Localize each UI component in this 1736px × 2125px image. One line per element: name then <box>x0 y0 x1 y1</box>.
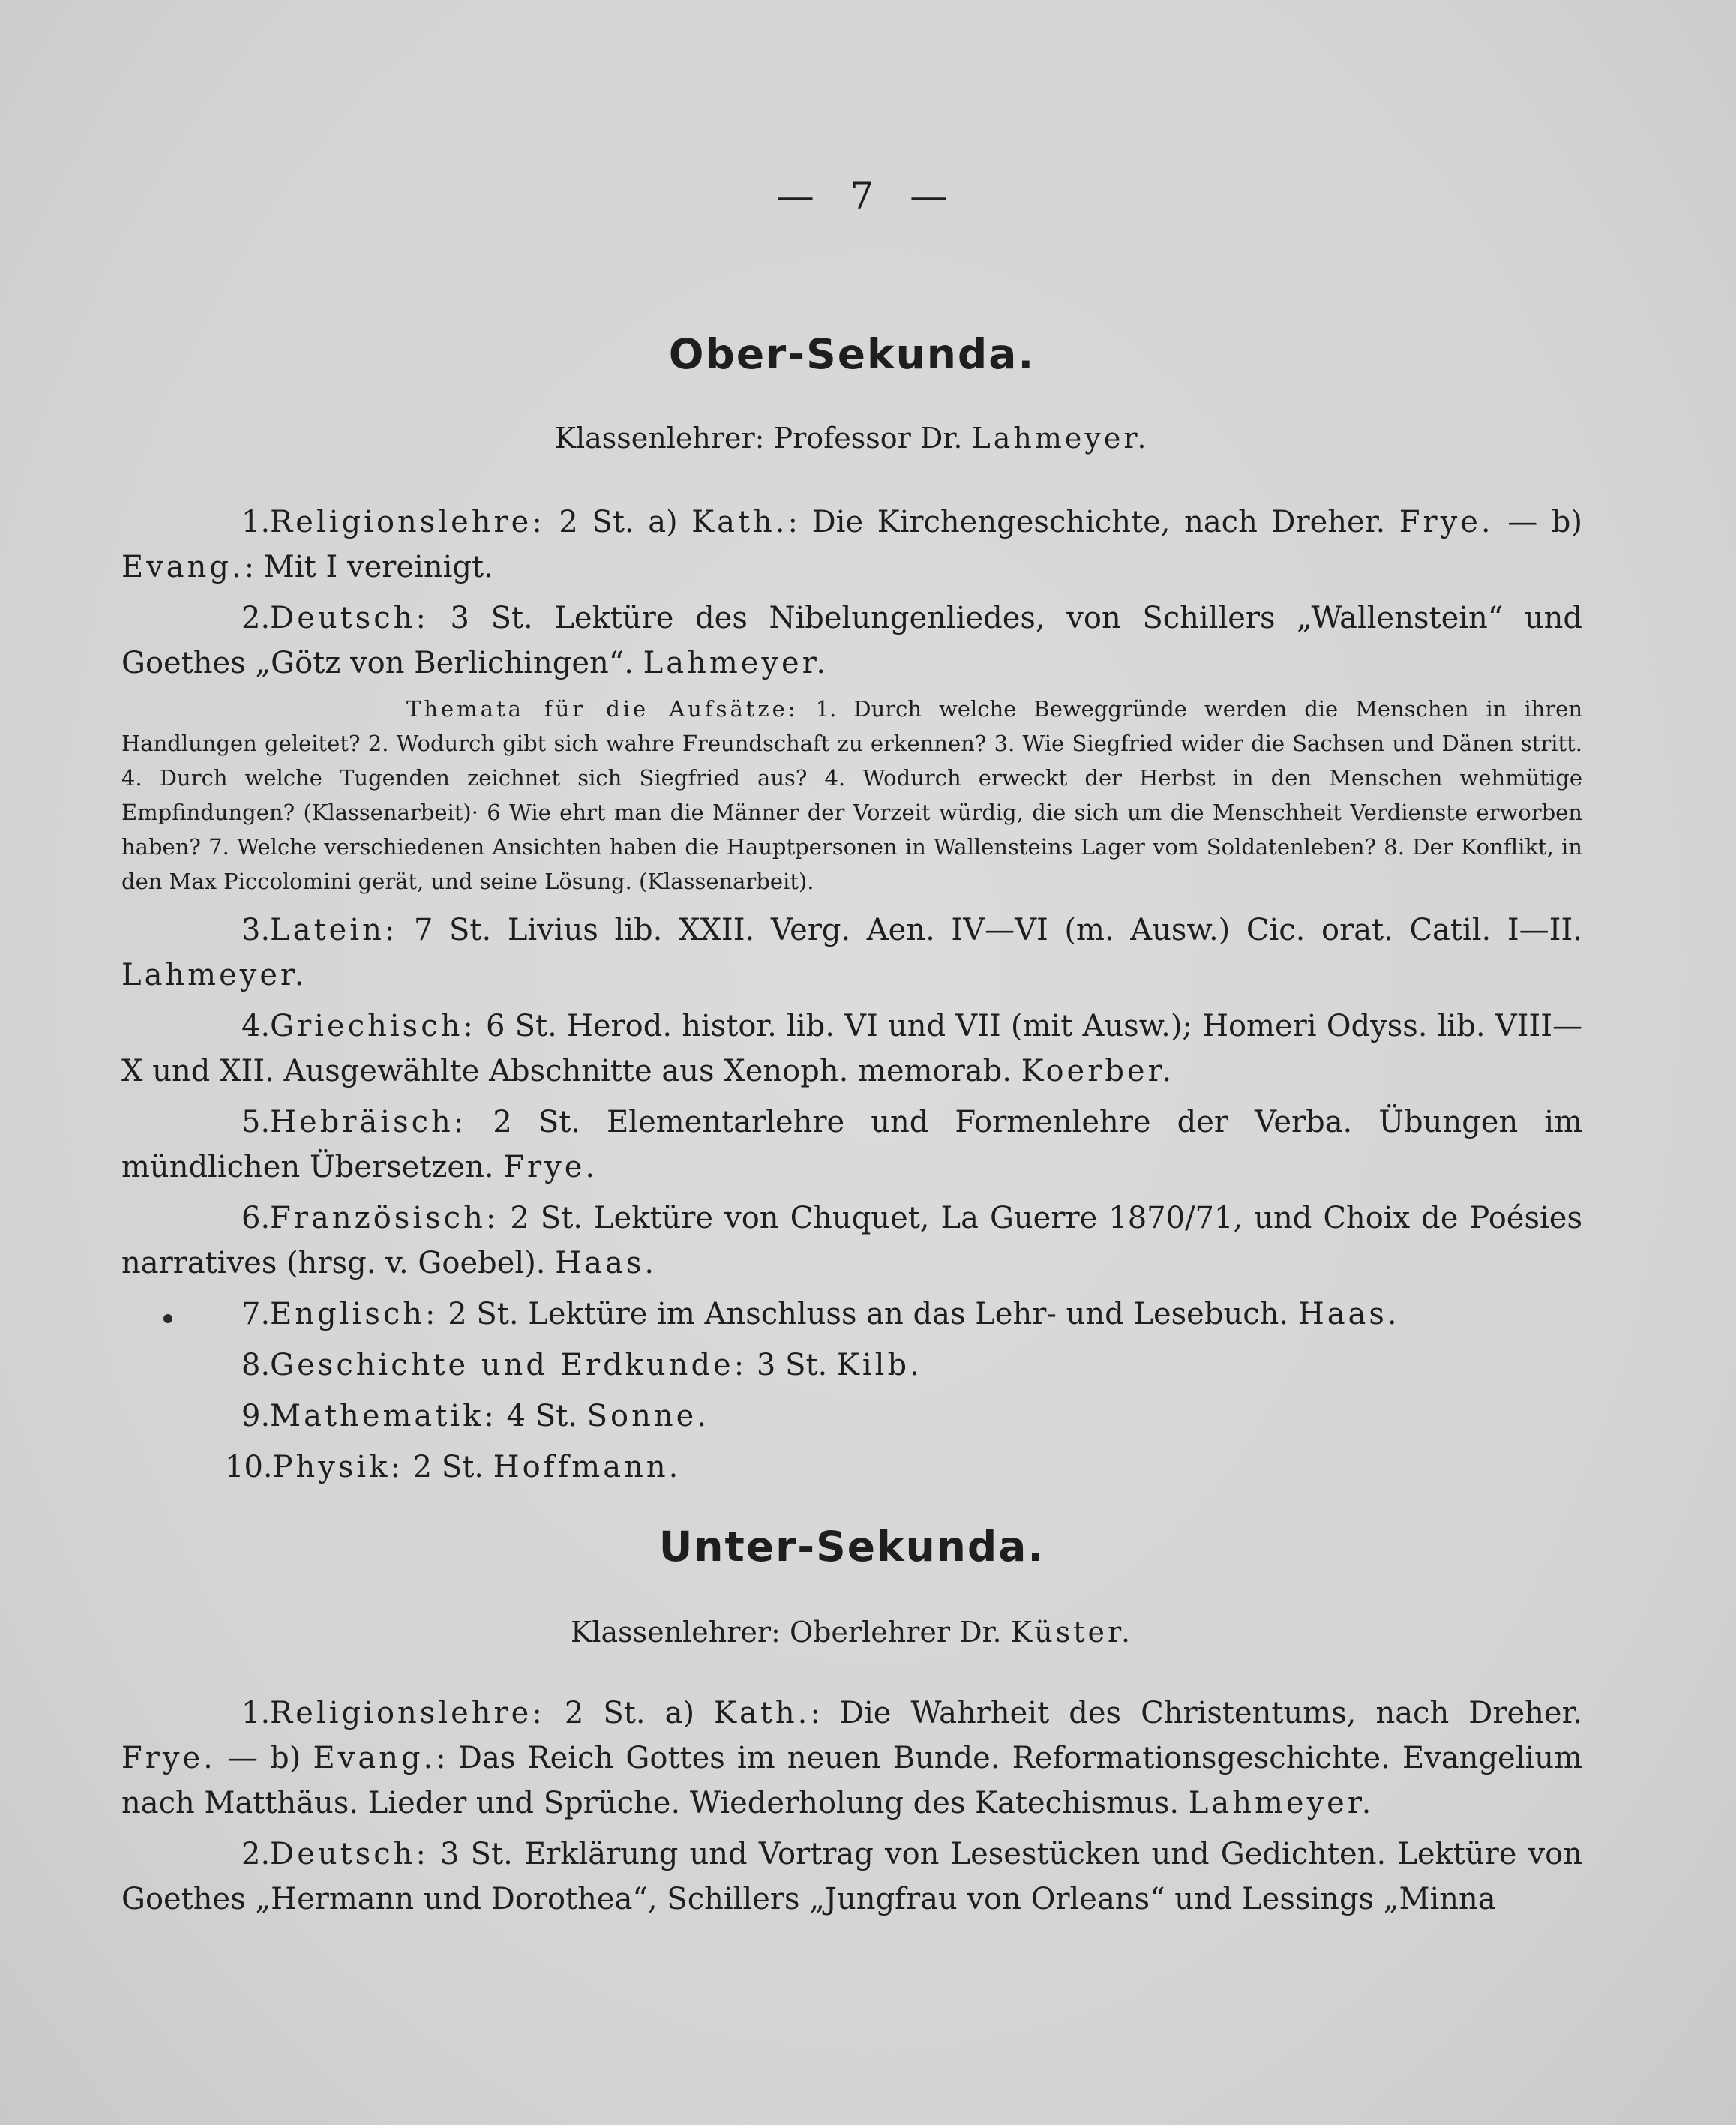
subject-latein: 3.Latein: 7 St. Livius lib. XXII. Verg. Aen. IV—VI (m. Ausw.) Cic. orat. Catil. I—II. Lahmeyer. <box>121 913 1582 992</box>
subject-englisch: 7.Englisch: 2 St. Lektüre im Anschluss an das Lehr- und Lesebuch. Haas. <box>241 1297 1400 1331</box>
subject-religion-unter: 1.Religionslehre: 2 St. a) Kath.: Die Wahrheit des Christentums, nach Dreher. Frye. — b) Evang.: Das Reich Gottes im neuen Bunde. Reformationsgeschichte. Evangelium nach Matthäus. Lieder und Sprüche. Wiederholung des Katechismus. Lahmeyer. <box>121 1696 1583 1820</box>
class-teacher-line: Klassenlehrer: Professor Dr. Lahmeyer. <box>554 422 1150 455</box>
subject-religion: 1.Religionslehre: 2 St. a) Kath.: Die Kirchengeschichte, nach Dreher. Frye. — b) Evang.: Mit I vereinigt. <box>121 505 1583 584</box>
subject-deutsch-unter: 2.Deutsch: 3 St. Erklärung und Vortrag von Lesestücken und Gedichten. Lektüre von Goethes „Hermann und Dorothea“, Schillers „Jungfrau von Orleans“ und Lessings „Minna <box>121 1837 1582 1916</box>
subject-physik: 10.Physik: 2 St. Hoffmann. <box>225 1450 682 1484</box>
unter-sekunda-section <box>121 1523 1582 1928</box>
subject-geschichte-erdkunde: 8.Geschichte und Erdkunde: 3 St. Kilb. <box>241 1348 922 1382</box>
subject-deutsch: 2.Deutsch: 3 St. Lektüre des Nibelungenliedes, von Schillers „Wallenstein“ und Goethes „Götz von Berlichingen“. Lahmeyer. <box>121 601 1582 680</box>
subject-griechisch: 4.Griechisch: 6 St. Herod. histor. lib. VI und VII (mit Ausw.); Homeri Odyss. lib. VIII—X und XII. Ausgewählte Abschnitte aus Xenoph. memorab. Koerber. <box>121 1009 1582 1088</box>
subject-hebraeisch: 5.Hebräisch: 2 St. Elementarlehre und Formenlehre der Verba. Übungen im mündlichen Übersetzen. Frye. <box>121 1105 1582 1184</box>
subject-franzoesisch: 6.Französisch: 2 St. Lektüre von Chuquet, La Guerre 1870/71, und Choix de Poésies narratives (hrsg. v. Goebel). Haas. <box>121 1201 1582 1280</box>
section-title-unter-sekunda: Unter-Sekunda. <box>658 1523 1045 1571</box>
class-teacher-line-unter: Klassenlehrer: Oberlehrer Dr. Küster. <box>570 1616 1134 1649</box>
section-title-ober-sekunda: Ober-Sekunda. <box>668 330 1036 378</box>
ink-speck <box>163 1314 172 1323</box>
essay-topics: Themata für die Aufsätze: 1. Durch welche Beweggründe werden die Menschen in ihren Handlungen geleitet? 2. Wodurch gibt sich wahre Freundschaft zu erkennen? 3. Wie Siegfried wider die Sachsen und Dänen stritt. 4. Durch welche Tugenden zeichnet sich Siegfried aus? 4. Wodurch erweckt der Herbst in den Menschen wehmütige Empfindungen? (Klassenarbeit)· 6 Wie ehrt man die Männer der Vorzeit würdig, die sich um die Menschheit Verdienste erworben haben? 7. Welche verschiedenen Ansichten haben die Hauptpersonen in Wallensteins Lager vom Soldatenleben? 8. Der Konflikt, in den Max Piccolomini gerät, und seine Lösung. (Klassenarbeit). <box>121 696 1583 894</box>
subject-mathematik: 9.Mathematik: 4 St. Sonne. <box>241 1399 710 1433</box>
ober-sekunda-section <box>121 330 1582 1496</box>
page-number: — 7 — <box>776 174 960 218</box>
